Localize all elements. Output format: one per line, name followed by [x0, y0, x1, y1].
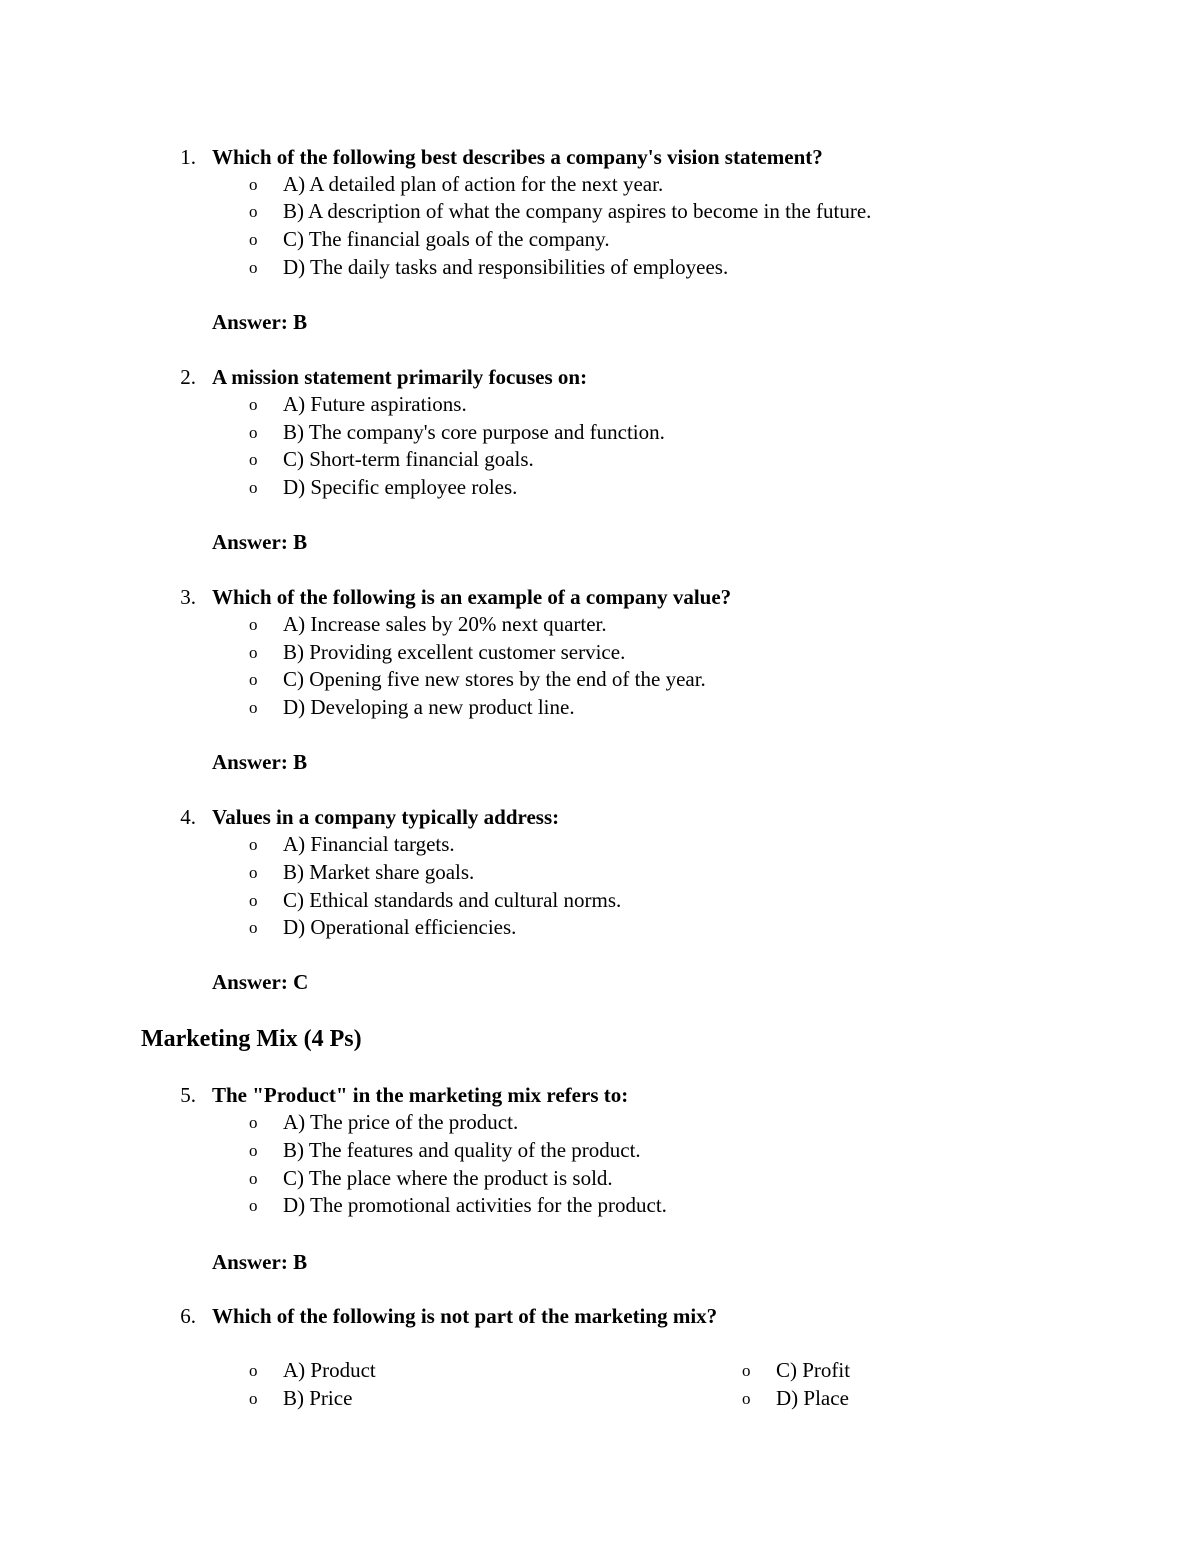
question-5-option-c: C) The place where the product is sold.	[283, 1166, 613, 1190]
question-4-text: Values in a company typically address:	[212, 805, 560, 829]
question-5-number: 5.	[180, 1083, 196, 1107]
question-1-option-d: D) The daily tasks and responsibilities of employees.	[283, 255, 729, 279]
question-6-text: Which of the following is not part of the marketing mix?	[212, 1304, 718, 1328]
question-1-number: 1.	[180, 145, 196, 169]
question-4-number: 4.	[180, 805, 196, 829]
question-1-answer: Answer: B	[212, 310, 308, 334]
question-3-option-d: D) Developing a new product line.	[283, 695, 575, 719]
question-4-option-a: A) Financial targets.	[283, 832, 455, 856]
question-2-number: 2.	[180, 365, 196, 389]
bullet-icon: o	[249, 258, 258, 277]
bullet-icon: o	[249, 835, 258, 854]
bullet-icon: o	[249, 1169, 258, 1188]
question-4-option-c: C) Ethical standards and cultural norms.	[283, 888, 622, 912]
bullet-icon: o	[742, 1361, 751, 1380]
question-5-option-b: B) The features and quality of the product.	[283, 1138, 641, 1162]
bullet-icon: o	[249, 1361, 258, 1380]
bullet-icon: o	[249, 450, 258, 469]
question-2-option-a: A) Future aspirations.	[283, 392, 467, 416]
bullet-icon: o	[249, 670, 258, 689]
question-3-text: Which of the following is an example of a company value?	[212, 585, 732, 609]
question-4-answer: Answer: C	[212, 970, 309, 994]
bullet-icon: o	[249, 1141, 258, 1160]
question-5-option-a: A) The price of the product.	[283, 1110, 519, 1134]
question-3-option-b: B) Providing excellent customer service.	[283, 640, 626, 664]
question-6-option-a: A) Product	[283, 1358, 376, 1382]
bullet-icon: o	[249, 395, 258, 414]
question-5-text: The "Product" in the marketing mix refers to:	[212, 1083, 629, 1107]
bullet-icon: o	[249, 615, 258, 634]
question-6-option-b: B) Price	[283, 1386, 353, 1410]
question-3-option-a: A) Increase sales by 20% next quarter.	[283, 612, 607, 636]
question-3-answer: Answer: B	[212, 750, 308, 774]
bullet-icon: o	[742, 1389, 751, 1408]
question-1-option-c: C) The financial goals of the company.	[283, 227, 610, 251]
question-6-number: 6.	[180, 1304, 196, 1328]
bullet-icon: o	[249, 478, 258, 497]
bullet-icon: o	[249, 423, 258, 442]
question-1-option-a: A) A detailed plan of action for the next year.	[283, 172, 664, 196]
section-heading: Marketing Mix (4 Ps)	[141, 1026, 362, 1052]
bullet-icon: o	[249, 175, 258, 194]
question-2-option-d: D) Specific employee roles.	[283, 475, 518, 499]
question-2-option-b: B) The company's core purpose and function.	[283, 420, 665, 444]
question-1-option-b: B) A description of what the company aspires to become in the future.	[283, 199, 872, 223]
bullet-icon: o	[249, 918, 258, 937]
question-3-option-c: C) Opening five new stores by the end of the year.	[283, 667, 706, 691]
question-6-option-d: D) Place	[776, 1386, 849, 1410]
question-2-option-c: C) Short-term financial goals.	[283, 447, 534, 471]
question-4-option-b: B) Market share goals.	[283, 860, 475, 884]
question-2-answer: Answer: B	[212, 530, 308, 554]
bullet-icon: o	[249, 891, 258, 910]
bullet-icon: o	[249, 643, 258, 662]
question-5-option-d: D) The promotional activities for the product.	[283, 1193, 667, 1217]
bullet-icon: o	[249, 1113, 258, 1132]
bullet-icon: o	[249, 863, 258, 882]
bullet-icon: o	[249, 202, 258, 221]
bullet-icon: o	[249, 230, 258, 249]
question-4-option-d: D) Operational efficiencies.	[283, 915, 517, 939]
question-5-answer: Answer: B	[212, 1250, 308, 1274]
bullet-icon: o	[249, 698, 258, 717]
question-1-text: Which of the following best describes a company's vision statement?	[212, 145, 823, 169]
question-2-text: A mission statement primarily focuses on:	[212, 365, 588, 389]
bullet-icon: o	[249, 1389, 258, 1408]
question-6-option-c: C) Profit	[776, 1358, 851, 1382]
question-3-number: 3.	[180, 585, 196, 609]
bullet-icon: o	[249, 1196, 258, 1215]
